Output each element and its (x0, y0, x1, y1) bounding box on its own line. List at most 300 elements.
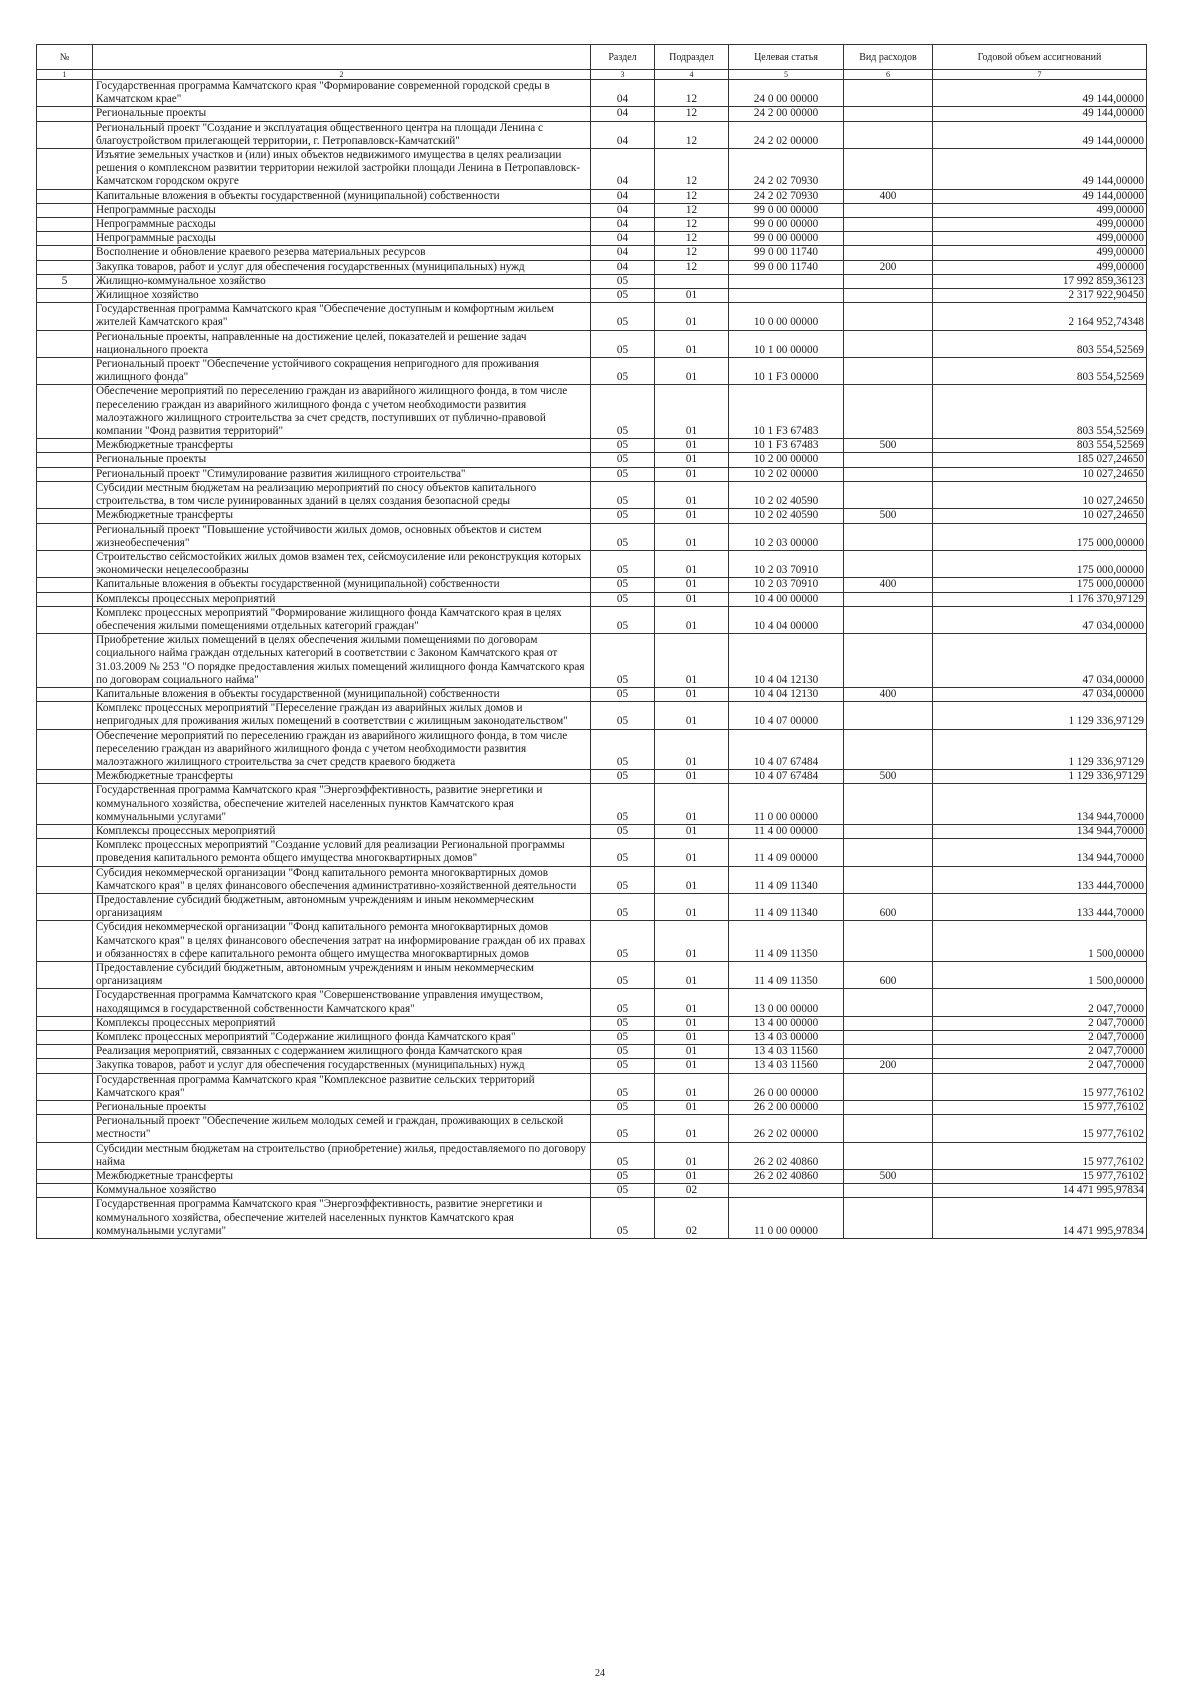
cell-podrazdel: 12 (655, 121, 729, 148)
cell-podrazdel: 12 (655, 149, 729, 190)
cell-sum: 15 977,76102 (933, 1142, 1147, 1169)
cell-razdel: 05 (591, 1073, 655, 1100)
table-row (37, 80, 1147, 107)
cell-sum: 14 471 995,97834 (933, 1198, 1147, 1239)
table-row (37, 1198, 1147, 1239)
table-row (37, 218, 1147, 232)
cell-tselevaya-statya: 26 2 02 00000 (729, 1115, 844, 1142)
table-row (37, 770, 1147, 784)
cell-no (37, 784, 93, 825)
cell-name: Жилищно-коммунальное хозяйство (93, 274, 591, 288)
cell-name: Обеспечение мероприятий по переселению граждан из аварийного жилищного фонда, в том числе переселению граждан из аварийного жилищного фонда с учетом необходимости развития малоэтажного жилищного строительства за счет средств краевого бюджета (93, 729, 591, 770)
cell-vid-raskhodov (844, 729, 933, 770)
cell-razdel: 05 (591, 1115, 655, 1142)
cell-sum: 15 977,76102 (933, 1101, 1147, 1115)
cell-razdel: 05 (591, 453, 655, 467)
cell-vid-raskhodov (844, 385, 933, 439)
table-row (37, 962, 1147, 989)
cell-razdel: 05 (591, 439, 655, 453)
table-row (37, 578, 1147, 592)
cell-podrazdel: 01 (655, 303, 729, 330)
cell-sum: 49 144,00000 (933, 80, 1147, 107)
cell-razdel: 05 (591, 962, 655, 989)
header-row (37, 45, 1147, 70)
table-row (37, 453, 1147, 467)
cell-no: 5 (37, 274, 93, 288)
cell-vid-raskhodov (844, 1184, 933, 1198)
cell-vid-raskhodov (844, 80, 933, 107)
cell-no (37, 1170, 93, 1184)
table-row (37, 839, 1147, 866)
cell-tselevaya-statya: 24 2 02 70930 (729, 189, 844, 203)
cell-podrazdel: 01 (655, 385, 729, 439)
table-row (37, 439, 1147, 453)
cell-razdel: 05 (591, 550, 655, 577)
cell-tselevaya-statya: 24 2 00 00000 (729, 107, 844, 121)
cell-tselevaya-statya: 26 0 00 00000 (729, 1073, 844, 1100)
cell-razdel: 05 (591, 358, 655, 385)
cell-no (37, 592, 93, 606)
cell-vid-raskhodov (844, 634, 933, 688)
cell-name: Комплексы процессных мероприятий (93, 1016, 591, 1030)
cell-podrazdel: 01 (655, 578, 729, 592)
cell-sum: 499,00000 (933, 260, 1147, 274)
cell-podrazdel: 01 (655, 1073, 729, 1100)
cell-no (37, 839, 93, 866)
cell-sum: 134 944,70000 (933, 839, 1147, 866)
table-row (37, 481, 1147, 508)
cell-tselevaya-statya: 10 4 07 00000 (729, 702, 844, 729)
cell-razdel: 05 (591, 1059, 655, 1073)
cell-podrazdel: 01 (655, 1101, 729, 1115)
cell-vid-raskhodov (844, 303, 933, 330)
cell-no (37, 550, 93, 577)
cell-tselevaya-statya: 24 0 00 00000 (729, 80, 844, 107)
cell-name: Региональные проекты, направленные на достижение целей, показателей и решение задач национального проекта (93, 330, 591, 357)
table-row (37, 687, 1147, 701)
cell-razdel: 05 (591, 303, 655, 330)
cell-razdel: 05 (591, 1170, 655, 1184)
cell-razdel: 04 (591, 80, 655, 107)
header-tselevaya-statya: Целевая статья (729, 45, 844, 70)
cell-razdel: 05 (591, 784, 655, 825)
cell-name: Комплекс процессных мероприятий "Создание условий для реализации Региональной программы проведения капитального ремонта общего имущества многоквартирных домов" (93, 839, 591, 866)
cell-vid-raskhodov: 400 (844, 189, 933, 203)
cell-razdel: 05 (591, 687, 655, 701)
cell-razdel: 05 (591, 1016, 655, 1030)
cell-vid-raskhodov (844, 839, 933, 866)
cell-tselevaya-statya: 10 2 03 70910 (729, 578, 844, 592)
cell-tselevaya-statya: 26 2 00 00000 (729, 1101, 844, 1115)
cell-vid-raskhodov: 600 (844, 893, 933, 920)
cell-sum: 2 047,70000 (933, 1016, 1147, 1030)
cell-podrazdel: 01 (655, 1031, 729, 1045)
table-row (37, 592, 1147, 606)
col-number: 5 (729, 70, 844, 80)
cell-sum: 15 977,76102 (933, 1073, 1147, 1100)
page-number: 24 (595, 1668, 605, 1679)
cell-razdel: 04 (591, 218, 655, 232)
table-row (37, 1101, 1147, 1115)
cell-no (37, 189, 93, 203)
cell-tselevaya-statya: 10 4 04 00000 (729, 606, 844, 633)
cell-vid-raskhodov (844, 232, 933, 246)
table-row (37, 149, 1147, 190)
cell-sum: 49 144,00000 (933, 121, 1147, 148)
cell-sum: 185 027,24650 (933, 453, 1147, 467)
cell-tselevaya-statya: 10 0 00 00000 (729, 303, 844, 330)
cell-name: Предоставление субсидий бюджетным, автономным учреждениям и иным некоммерческим организациям (93, 893, 591, 920)
cell-name: Приобретение жилых помещений в целях обеспечения жилыми помещениями по договорам социального найма граждан отдельных категорий в соответствии с Законом Камчатского края от 31.03.2009 № 253 "О порядке предоставления жилых помещений жилищного фонда Камчатского края по договорам социального найма" (93, 634, 591, 688)
cell-sum: 1 129 336,97129 (933, 770, 1147, 784)
cell-podrazdel: 01 (655, 634, 729, 688)
cell-name: Непрограммные расходы (93, 218, 591, 232)
cell-tselevaya-statya: 10 4 07 67484 (729, 770, 844, 784)
cell-no (37, 218, 93, 232)
cell-sum: 47 034,00000 (933, 634, 1147, 688)
cell-podrazdel: 01 (655, 989, 729, 1016)
cell-podrazdel: 01 (655, 1059, 729, 1073)
cell-tselevaya-statya: 10 2 02 40590 (729, 481, 844, 508)
cell-podrazdel: 01 (655, 453, 729, 467)
cell-vid-raskhodov: 500 (844, 439, 933, 453)
cell-name: Межбюджетные трансферты (93, 439, 591, 453)
cell-razdel: 04 (591, 107, 655, 121)
cell-vid-raskhodov (844, 1101, 933, 1115)
table-row (37, 107, 1147, 121)
cell-podrazdel: 12 (655, 80, 729, 107)
cell-sum: 47 034,00000 (933, 687, 1147, 701)
cell-no (37, 481, 93, 508)
header-razdel: Раздел (591, 45, 655, 70)
cell-vid-raskhodov (844, 203, 933, 217)
cell-name: Комплекс процессных мероприятий "Формирование жилищного фонда Камчатского края в целях обеспечения жилыми помещениями отдельных категорий граждан" (93, 606, 591, 633)
cell-name: Государственная программа Камчатского края "Формирование современной городской среды в Камчатском крае" (93, 80, 591, 107)
cell-razdel: 05 (591, 839, 655, 866)
cell-no (37, 439, 93, 453)
budget-table (36, 44, 1147, 1239)
col-number: 2 (93, 70, 591, 80)
cell-no (37, 921, 93, 962)
cell-tselevaya-statya: 11 4 09 11340 (729, 893, 844, 920)
cell-podrazdel: 01 (655, 687, 729, 701)
cell-name: Комплексы процессных мероприятий (93, 824, 591, 838)
cell-podrazdel: 01 (655, 1170, 729, 1184)
cell-razdel: 05 (591, 467, 655, 481)
cell-name: Государственная программа Камчатского края "Энергоэффективность, развитие энергетики и коммунального хозяйства, обеспечение жителей населенных пунктов Камчатского края коммунальными услугами" (93, 1198, 591, 1239)
cell-sum: 803 554,52569 (933, 439, 1147, 453)
cell-podrazdel: 01 (655, 866, 729, 893)
table-row (37, 121, 1147, 148)
cell-podrazdel: 02 (655, 1198, 729, 1239)
cell-vid-raskhodov: 500 (844, 770, 933, 784)
cell-razdel: 05 (591, 330, 655, 357)
cell-podrazdel: 01 (655, 330, 729, 357)
cell-tselevaya-statya: 11 4 00 00000 (729, 824, 844, 838)
cell-sum: 803 554,52569 (933, 330, 1147, 357)
cell-tselevaya-statya: 99 0 00 00000 (729, 218, 844, 232)
cell-no (37, 523, 93, 550)
table-row (37, 303, 1147, 330)
cell-name: Комплекс процессных мероприятий "Переселение граждан из аварийных жилых домов и непригодных для проживания жилых помещений в соответствии с жилищным законодательством" (93, 702, 591, 729)
cell-sum: 499,00000 (933, 232, 1147, 246)
cell-podrazdel: 01 (655, 1142, 729, 1169)
cell-vid-raskhodov: 400 (844, 578, 933, 592)
cell-vid-raskhodov (844, 1073, 933, 1100)
cell-no (37, 358, 93, 385)
header-name (93, 45, 591, 70)
cell-razdel: 05 (591, 606, 655, 633)
cell-name: Капитальные вложения в объекты государственной (муниципальной) собственности (93, 687, 591, 701)
cell-vid-raskhodov (844, 1045, 933, 1059)
table-row (37, 330, 1147, 357)
cell-vid-raskhodov (844, 592, 933, 606)
cell-razdel: 04 (591, 189, 655, 203)
table-row (37, 509, 1147, 523)
cell-no (37, 866, 93, 893)
cell-name: Региональные проекты (93, 107, 591, 121)
col-number: 7 (933, 70, 1147, 80)
table-row (37, 989, 1147, 1016)
table-row (37, 1031, 1147, 1045)
cell-tselevaya-statya: 10 2 02 00000 (729, 467, 844, 481)
col-number: 6 (844, 70, 933, 80)
cell-tselevaya-statya: 11 0 00 00000 (729, 784, 844, 825)
table-row (37, 523, 1147, 550)
table-row (37, 784, 1147, 825)
cell-vid-raskhodov (844, 149, 933, 190)
cell-razdel: 05 (591, 1101, 655, 1115)
table-row (37, 1142, 1147, 1169)
cell-podrazdel: 01 (655, 509, 729, 523)
cell-vid-raskhodov: 500 (844, 509, 933, 523)
cell-podrazdel: 01 (655, 893, 729, 920)
cell-tselevaya-statya: 10 1 F3 67483 (729, 385, 844, 439)
cell-razdel: 05 (591, 592, 655, 606)
cell-name: Субсидии местным бюджетам на строительство (приобретение) жилья, предоставляемого по договору найма (93, 1142, 591, 1169)
cell-name: Региональные проекты (93, 453, 591, 467)
table-body (37, 80, 1147, 1239)
cell-tselevaya-statya (729, 274, 844, 288)
table-row (37, 1184, 1147, 1198)
cell-no (37, 687, 93, 701)
cell-name: Государственная программа Камчатского края "Обеспечение доступным и комфортным жильем жителей Камчатского края" (93, 303, 591, 330)
cell-vid-raskhodov (844, 1031, 933, 1045)
cell-sum: 10 027,24650 (933, 481, 1147, 508)
cell-no (37, 203, 93, 217)
cell-vid-raskhodov (844, 453, 933, 467)
cell-vid-raskhodov (844, 246, 933, 260)
cell-vid-raskhodov (844, 467, 933, 481)
table-row (37, 385, 1147, 439)
header-sum: Годовой объем ассигнований (933, 45, 1147, 70)
cell-tselevaya-statya: 13 0 00 00000 (729, 989, 844, 1016)
cell-name: Межбюджетные трансферты (93, 1170, 591, 1184)
table-row (37, 289, 1147, 303)
cell-podrazdel: 12 (655, 218, 729, 232)
cell-podrazdel (655, 274, 729, 288)
table-row (37, 1170, 1147, 1184)
cell-podrazdel: 01 (655, 550, 729, 577)
cell-no (37, 453, 93, 467)
col-number: 3 (591, 70, 655, 80)
cell-sum: 499,00000 (933, 203, 1147, 217)
cell-vid-raskhodov: 400 (844, 687, 933, 701)
cell-no (37, 509, 93, 523)
cell-razdel: 05 (591, 523, 655, 550)
table-row (37, 702, 1147, 729)
cell-podrazdel: 01 (655, 358, 729, 385)
cell-podrazdel: 01 (655, 1045, 729, 1059)
cell-tselevaya-statya: 10 2 03 70910 (729, 550, 844, 577)
cell-sum: 175 000,00000 (933, 578, 1147, 592)
cell-name: Государственная программа Камчатского края "Энергоэффективность, развитие энергетики и коммунального хозяйства, обеспечение жителей населенных пунктов Камчатского края коммунальными услугами" (93, 784, 591, 825)
cell-no (37, 962, 93, 989)
cell-no (37, 385, 93, 439)
cell-tselevaya-statya: 11 4 09 11340 (729, 866, 844, 893)
cell-no (37, 1073, 93, 1100)
cell-podrazdel: 01 (655, 606, 729, 633)
cell-sum: 2 047,70000 (933, 1059, 1147, 1073)
table-row (37, 1115, 1147, 1142)
cell-podrazdel: 01 (655, 1016, 729, 1030)
cell-razdel: 05 (591, 274, 655, 288)
cell-podrazdel: 01 (655, 467, 729, 481)
table-row (37, 634, 1147, 688)
cell-vid-raskhodov (844, 121, 933, 148)
table-row (37, 824, 1147, 838)
cell-no (37, 289, 93, 303)
cell-name: Комплекс процессных мероприятий "Содержание жилищного фонда Камчатского края" (93, 1031, 591, 1045)
cell-vid-raskhodov (844, 1016, 933, 1030)
cell-razdel: 05 (591, 824, 655, 838)
cell-razdel: 05 (591, 481, 655, 508)
cell-name: Строительство сейсмостойких жилых домов взамен тех, сейсмоусиление или реконструкция которых экономически нецелесообразны (93, 550, 591, 577)
cell-name: Региональные проекты (93, 1101, 591, 1115)
cell-name: Государственная программа Камчатского края "Комплексное развитие сельских территорий Камчатского края" (93, 1073, 591, 1100)
table-row (37, 260, 1147, 274)
cell-sum: 2 047,70000 (933, 1045, 1147, 1059)
cell-name: Капитальные вложения в объекты государственной (муниципальной) собственности (93, 189, 591, 203)
cell-podrazdel: 01 (655, 729, 729, 770)
table-row (37, 1045, 1147, 1059)
cell-podrazdel: 02 (655, 1184, 729, 1198)
cell-name: Региональный проект "Повышение устойчивости жилых домов, основных объектов и систем жизнеобеспечения" (93, 523, 591, 550)
cell-sum: 2 047,70000 (933, 1031, 1147, 1045)
cell-name: Восполнение и обновление краевого резерва материальных ресурсов (93, 246, 591, 260)
cell-podrazdel: 01 (655, 839, 729, 866)
cell-sum: 47 034,00000 (933, 606, 1147, 633)
cell-tselevaya-statya: 10 1 F3 67483 (729, 439, 844, 453)
cell-razdel: 05 (591, 578, 655, 592)
cell-sum: 133 444,70000 (933, 893, 1147, 920)
cell-sum: 803 554,52569 (933, 385, 1147, 439)
cell-tselevaya-statya: 11 4 09 11350 (729, 962, 844, 989)
cell-name: Межбюджетные трансферты (93, 770, 591, 784)
cell-name: Изъятие земельных участков и (или) иных объектов недвижимого имущества в целях реализации решения о комплексном развитии территории нежилой застройки площади Ленина в Петропавловск-Камчатском городском округе (93, 149, 591, 190)
cell-podrazdel: 01 (655, 592, 729, 606)
cell-tselevaya-statya: 99 0 00 11740 (729, 260, 844, 274)
cell-razdel: 04 (591, 260, 655, 274)
cell-vid-raskhodov: 500 (844, 1170, 933, 1184)
cell-sum: 15 977,76102 (933, 1115, 1147, 1142)
cell-no (37, 729, 93, 770)
cell-sum: 1 176 370,97129 (933, 592, 1147, 606)
cell-sum: 49 144,00000 (933, 189, 1147, 203)
cell-sum: 49 144,00000 (933, 149, 1147, 190)
cell-vid-raskhodov (844, 989, 933, 1016)
cell-vid-raskhodov (844, 606, 933, 633)
cell-sum: 1 500,00000 (933, 921, 1147, 962)
cell-tselevaya-statya: 26 2 02 40860 (729, 1170, 844, 1184)
cell-tselevaya-statya: 24 2 02 00000 (729, 121, 844, 148)
cell-podrazdel: 01 (655, 289, 729, 303)
cell-name: Непрограммные расходы (93, 203, 591, 217)
cell-vid-raskhodov (844, 274, 933, 288)
cell-name: Капитальные вложения в объекты государственной (муниципальной) собственности (93, 578, 591, 592)
cell-tselevaya-statya: 10 2 02 40590 (729, 509, 844, 523)
cell-podrazdel: 01 (655, 784, 729, 825)
cell-tselevaya-statya: 13 4 03 00000 (729, 1031, 844, 1045)
cell-name: Комплексы процессных мероприятий (93, 592, 591, 606)
cell-sum: 2 047,70000 (933, 989, 1147, 1016)
cell-podrazdel: 12 (655, 203, 729, 217)
cell-podrazdel: 01 (655, 523, 729, 550)
cell-podrazdel: 12 (655, 232, 729, 246)
cell-podrazdel: 01 (655, 439, 729, 453)
cell-tselevaya-statya: 13 4 03 11560 (729, 1045, 844, 1059)
cell-no (37, 232, 93, 246)
cell-name: Межбюджетные трансферты (93, 509, 591, 523)
cell-sum: 175 000,00000 (933, 550, 1147, 577)
column-number-row (37, 70, 1147, 80)
cell-no (37, 246, 93, 260)
cell-name: Региональный проект "Обеспечение устойчивого сокращения непригодного для проживания жилищного фонда" (93, 358, 591, 385)
cell-no (37, 1016, 93, 1030)
cell-no (37, 770, 93, 784)
cell-name: Закупка товаров, работ и услуг для обеспечения государственных (муниципальных) нужд (93, 260, 591, 274)
cell-tselevaya-statya: 99 0 00 00000 (729, 232, 844, 246)
cell-razdel: 05 (591, 1198, 655, 1239)
table-row (37, 1073, 1147, 1100)
cell-vid-raskhodov: 200 (844, 1059, 933, 1073)
cell-name: Субсидия некоммерческой организации "Фонд капитального ремонта многоквартирных домов Камчатского края" в целях финансового обеспечения затрат на информирование граждан об их правах и обязанностях в сфере капитального ремонта общего имущества многоквартирных домов (93, 921, 591, 962)
table-row (37, 729, 1147, 770)
cell-tselevaya-statya: 26 2 02 40860 (729, 1142, 844, 1169)
cell-vid-raskhodov (844, 523, 933, 550)
cell-vid-raskhodov (844, 784, 933, 825)
cell-podrazdel: 01 (655, 702, 729, 729)
table-row (37, 921, 1147, 962)
cell-no (37, 702, 93, 729)
cell-vid-raskhodov (844, 289, 933, 303)
cell-tselevaya-statya: 99 0 00 00000 (729, 203, 844, 217)
cell-vid-raskhodov (844, 866, 933, 893)
cell-vid-raskhodov (844, 1198, 933, 1239)
cell-vid-raskhodov (844, 1115, 933, 1142)
cell-podrazdel: 01 (655, 962, 729, 989)
cell-name: Реализация мероприятий, связанных с содержанием жилищного фонда Камчатского края (93, 1045, 591, 1059)
cell-podrazdel: 12 (655, 246, 729, 260)
cell-podrazdel: 01 (655, 921, 729, 962)
cell-sum: 1 129 336,97129 (933, 729, 1147, 770)
cell-tselevaya-statya: 10 1 00 00000 (729, 330, 844, 357)
cell-vid-raskhodov: 600 (844, 962, 933, 989)
cell-no (37, 1198, 93, 1239)
cell-sum: 499,00000 (933, 218, 1147, 232)
cell-name: Непрограммные расходы (93, 232, 591, 246)
cell-no (37, 989, 93, 1016)
